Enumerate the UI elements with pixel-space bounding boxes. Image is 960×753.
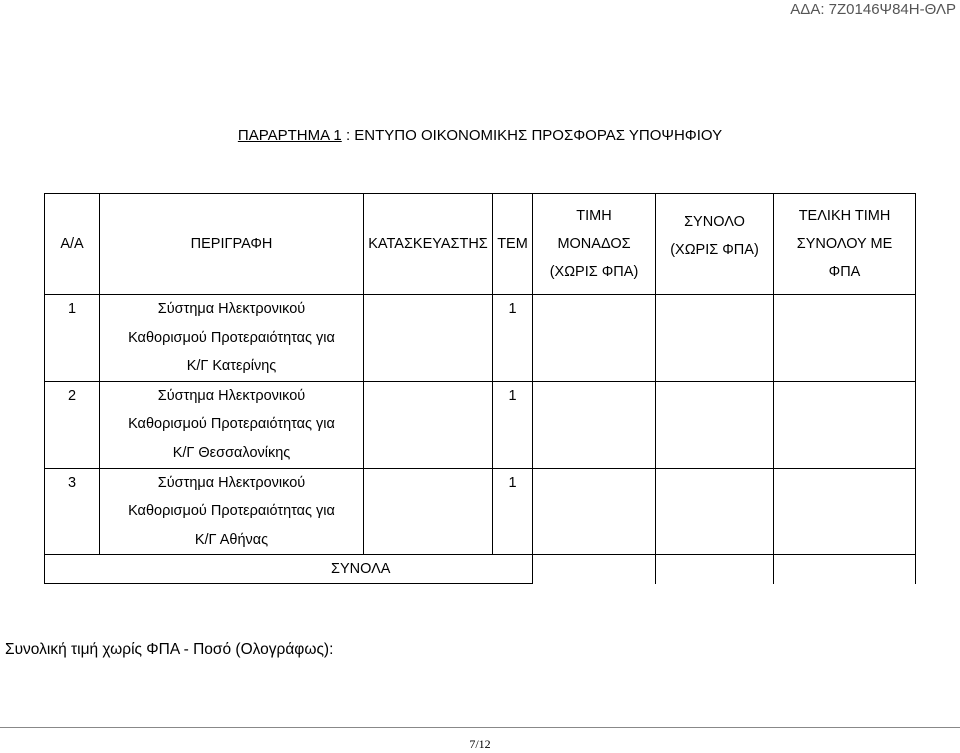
header-unit-price-line: ΜΟΝΑΔΟΣ <box>557 236 631 252</box>
totals-blank-cell <box>774 555 916 584</box>
row-qty: 1 <box>493 381 533 468</box>
description-line: Σύστημα Ηλεκτρονικού <box>157 301 306 317</box>
row-total-with-vat[interactable] <box>774 295 916 382</box>
totals-blank-cell <box>656 555 774 584</box>
row-total-no-vat[interactable] <box>656 468 774 555</box>
row-description <box>100 468 364 555</box>
header-total-no-vat-line: (ΧΩΡΙΣ ΦΠΑ) <box>670 242 759 258</box>
totals-label: ΣΥΝΟΛΑ <box>331 561 391 578</box>
description-line: Καθορισμού Προτεραιότητας για <box>128 503 335 520</box>
row-manufacturer[interactable] <box>364 468 493 555</box>
header-unit-price <box>533 194 656 295</box>
description-line: Καθορισμού Προτεραιότητας για <box>128 416 335 433</box>
table-row <box>45 468 916 555</box>
header-unit-price-line: (ΧΩΡΙΣ ΦΠΑ) <box>549 264 639 280</box>
row-total-no-vat[interactable] <box>656 381 774 468</box>
totals-label-cell <box>45 555 533 584</box>
header-unit-price-line: ΤΙΜΗ <box>576 208 612 224</box>
ada-code: ΑΔΑ: 7Ζ0146Ψ84Η-ΘΛΡ <box>790 1 956 18</box>
row-manufacturer[interactable] <box>364 381 493 468</box>
total-price-in-words-label: Συνολική τιμή χωρίς ΦΠΑ - Ποσό (Ολογράφως): <box>5 641 334 658</box>
header-total-with-vat <box>774 194 916 295</box>
header-total-with-vat-line: ΣΥΝΟΛΟΥ ΜΕ <box>796 236 893 252</box>
row-unit-price[interactable] <box>533 381 656 468</box>
description-line: Κ/Γ Κατερίνης <box>186 358 277 375</box>
row-aa: 1 <box>45 295 100 382</box>
header-total-with-vat-line: ΤΕΛΙΚΗ ΤΙΜΗ <box>798 208 891 224</box>
page-number: 7/12 <box>469 737 491 751</box>
annex-title: : ΕΝΤΥΠΟ ΟΙΚΟΝΟΜΙΚΗΣ ΠΡΟΣΦΟΡΑΣ ΥΠΟΨΗΦΙΟΥ <box>341 127 723 144</box>
header-qty: ΤΕΜ <box>493 194 533 295</box>
footer-divider <box>0 727 960 728</box>
header-total-with-vat-line: ΦΠΑ <box>828 264 861 280</box>
row-description <box>100 295 364 382</box>
description-line: Σύστημα Ηλεκτρονικού <box>157 387 306 404</box>
row-total-with-vat[interactable] <box>774 381 916 468</box>
description-line: Καθορισμού Προτεραιότητας για <box>128 329 335 346</box>
header-aa: Α/Α <box>45 194 100 295</box>
description-line: Σύστημα Ηλεκτρονικού <box>157 474 306 491</box>
table-row <box>45 295 916 382</box>
totals-blank-cell <box>533 555 656 584</box>
document-title <box>0 127 960 144</box>
header-total-no-vat-line: ΣΥΝΟΛΟ <box>684 214 745 230</box>
financial-offer-table <box>44 193 916 584</box>
table-row <box>45 381 916 468</box>
row-total-no-vat[interactable] <box>656 295 774 382</box>
header-description: ΠΕΡΙΓΡΑΦΗ <box>100 194 364 295</box>
description-line: Κ/Γ Θεσσαλονίκης <box>172 444 291 461</box>
row-description <box>100 381 364 468</box>
annex-number: ΠΑΡΑΡΤΗΜΑ 1 <box>237 127 342 144</box>
row-manufacturer[interactable] <box>364 295 493 382</box>
row-aa: 2 <box>45 381 100 468</box>
row-total-with-vat[interactable] <box>774 468 916 555</box>
row-qty: 1 <box>493 468 533 555</box>
header-manufacturer: ΚΑΤΑΣΚΕΥΑΣΤΗΣ <box>364 194 493 295</box>
header-total-no-vat <box>656 194 774 295</box>
description-line: Κ/Γ Αθήνας <box>194 531 269 548</box>
row-aa: 3 <box>45 468 100 555</box>
table-header-row <box>45 194 916 295</box>
totals-row <box>45 555 916 584</box>
row-unit-price[interactable] <box>533 295 656 382</box>
row-unit-price[interactable] <box>533 468 656 555</box>
row-qty: 1 <box>493 295 533 382</box>
